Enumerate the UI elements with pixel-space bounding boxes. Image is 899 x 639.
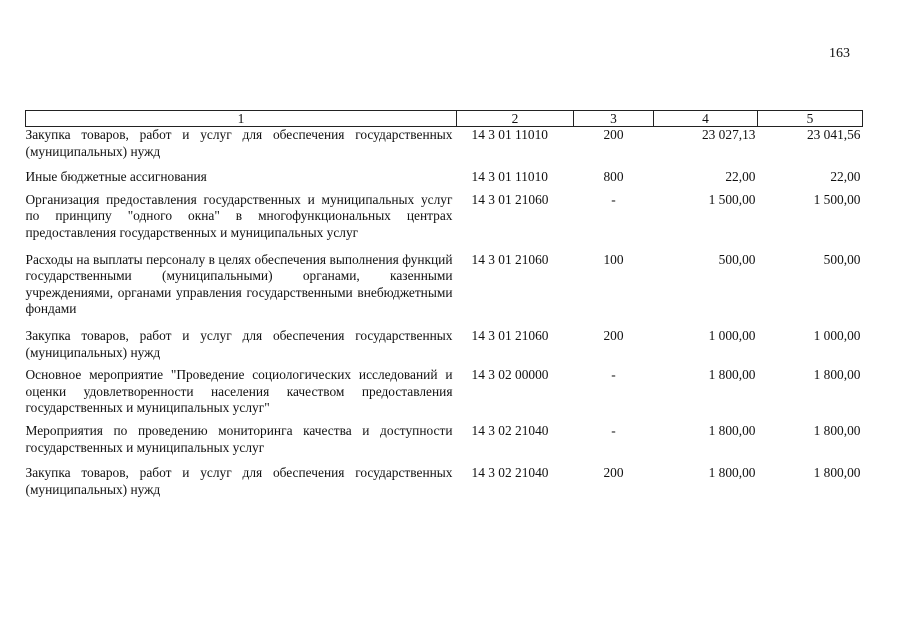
table-row <box>26 252 863 328</box>
table-row <box>26 127 863 170</box>
row-amount-1: 1 500,00 <box>708 191 756 207</box>
row-name: Иные бюджетные ассигнования <box>25 169 207 185</box>
row-name: Закупка товаров, работ и услуг для обеспечения государственных (муниципальных) нужд <box>25 327 453 360</box>
row-amount-2: 1 500,00 <box>813 191 861 207</box>
row-code: 14 3 01 11010 <box>471 169 548 185</box>
row-expense-type: 200 <box>603 327 624 343</box>
table-row <box>26 169 863 192</box>
row-code: 14 3 01 21060 <box>471 327 549 343</box>
row-expense-type: - <box>611 367 616 383</box>
table-row <box>26 192 863 252</box>
table-row <box>26 367 863 423</box>
row-amount-1: 1 000,00 <box>708 327 756 343</box>
row-amount-1: 1 800,00 <box>708 465 756 481</box>
column-header: 4 <box>654 111 758 127</box>
row-expense-type: 100 <box>603 251 624 267</box>
row-amount-2: 1 800,00 <box>813 367 861 383</box>
row-amount-2: 1 000,00 <box>813 327 861 343</box>
row-name: Закупка товаров, работ и услуг для обеспечения государственных (муниципальных) нужд <box>25 465 453 497</box>
row-expense-type: 200 <box>603 127 624 142</box>
row-amount-1: 1 800,00 <box>708 367 756 383</box>
row-name: Закупка товаров, работ и услуг для обеспечения государственных (муниципальных) нужд <box>25 127 453 159</box>
row-expense-type: 200 <box>603 465 624 481</box>
table-header-row <box>26 111 863 127</box>
row-code: 14 3 02 00000 <box>471 367 549 383</box>
row-expense-type: - <box>611 422 616 438</box>
column-header: 1 <box>26 111 457 127</box>
row-name: Мероприятия по проведению мониторинга качества и доступности государственных и муниципальных услуг <box>25 422 453 455</box>
row-code: 14 3 01 11010 <box>471 127 548 142</box>
row-code: 14 3 02 21040 <box>471 422 549 438</box>
row-code: 14 3 01 21060 <box>471 251 549 267</box>
budget-table <box>25 110 863 498</box>
row-amount-2: 1 800,00 <box>813 465 861 481</box>
table-row <box>26 328 863 367</box>
row-name: Основное мероприятие "Проведение социологических исследований и оценки удовлетворенности населения качеством предоставления государственных и муниципальных услуг" <box>25 367 453 416</box>
column-header: 2 <box>457 111 574 127</box>
table-row <box>26 423 863 465</box>
row-code: 14 3 02 21040 <box>471 465 549 481</box>
row-name: Организация предоставления государственных и муниципальных услуг по принципу "одного окна" в многофункциональных центрах предоставления государственных и муниципальных услуг <box>25 191 453 240</box>
row-amount-2: 23 041,56 <box>806 127 861 142</box>
row-amount-1: 500,00 <box>718 251 756 267</box>
column-header: 3 <box>574 111 654 127</box>
row-amount-2: 1 800,00 <box>813 422 861 438</box>
row-code: 14 3 01 21060 <box>471 191 549 207</box>
page-number: 163 <box>829 46 850 61</box>
row-expense-type: - <box>611 191 616 207</box>
column-header: 5 <box>758 111 863 127</box>
table-row <box>26 465 863 498</box>
row-amount-1: 1 800,00 <box>708 422 756 438</box>
row-name: Расходы на выплаты персоналу в целях обеспечения выполнения функций государственными (муниципальными) органами, казенными учреждениями, органами управления государственными внебюджетными фондами <box>25 251 453 317</box>
row-amount-2: 22,00 <box>830 169 861 185</box>
row-expense-type: 800 <box>603 169 624 185</box>
row-amount-2: 500,00 <box>823 251 861 267</box>
row-amount-1: 22,00 <box>725 169 756 185</box>
row-amount-1: 23 027,13 <box>701 127 756 142</box>
